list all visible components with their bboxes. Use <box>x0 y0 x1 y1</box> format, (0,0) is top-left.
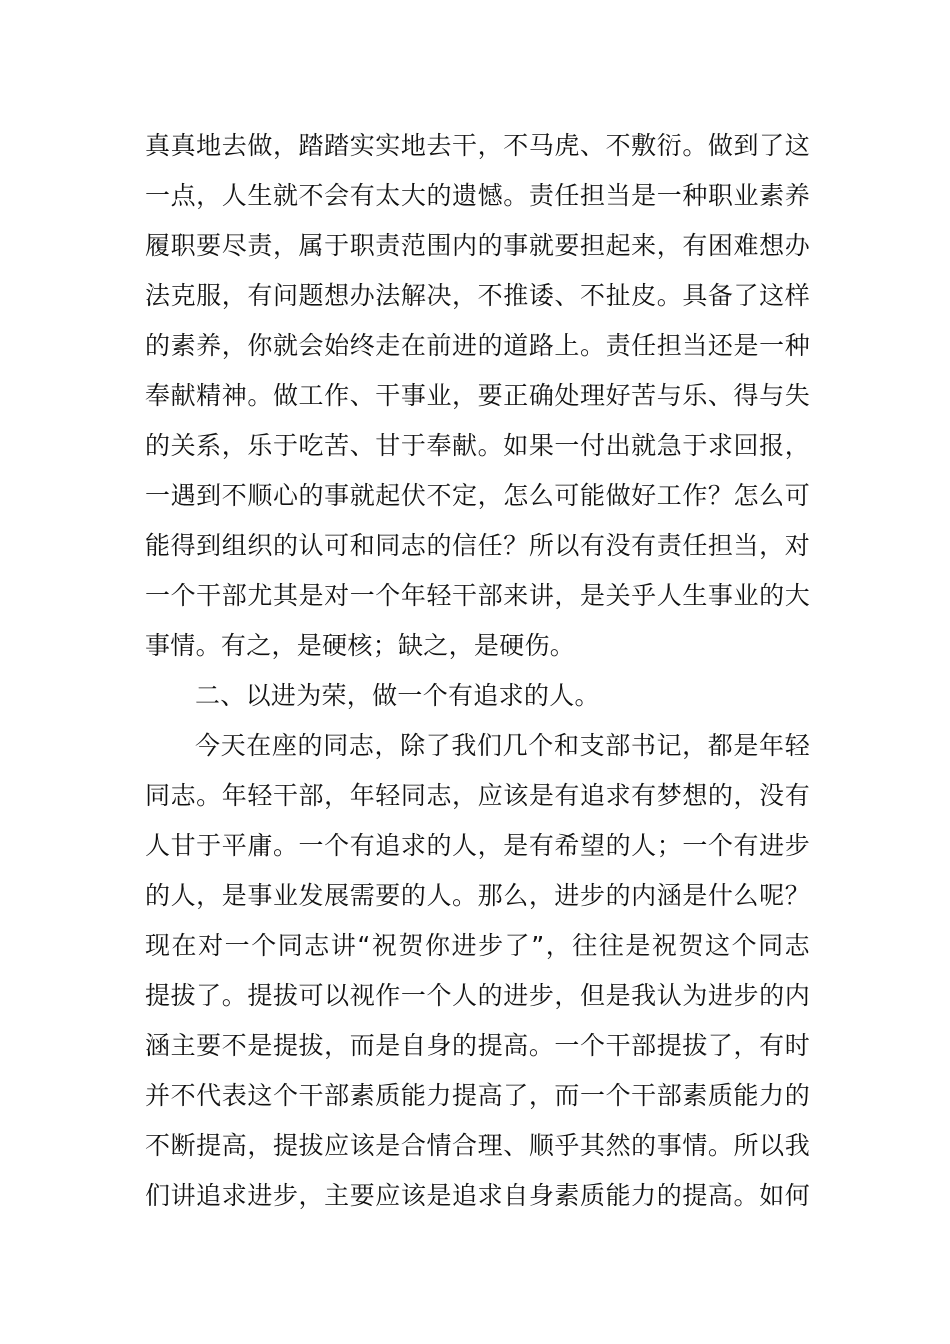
paragraph-end-line: 事情。有之，是硬核；缺之，是硬伤。 <box>145 631 576 660</box>
text-line: 履职要尽责，属于职责范围内的事就要担起来，有困难想办 <box>145 231 810 260</box>
text-line: 的关系，乐于吃苦、甘于奉献。如果一付出就急于求回报， <box>145 431 810 460</box>
text-line: 涵主要不是提拔，而是自身的提高。一个干部提拔了，有时 <box>145 1031 810 1060</box>
text-line: 的素养，你就会始终走在前进的道路上。责任担当还是一种 <box>145 331 810 360</box>
text-line: 同志。年轻干部，年轻同志，应该是有追求有梦想的，没有 <box>145 781 810 810</box>
text-line: 能得到组织的认可和同志的信任？所以有没有责任担当，对 <box>145 531 810 560</box>
text-line: 一个干部尤其是对一个年轻干部来讲，是关乎人生事业的大 <box>145 581 810 610</box>
section-heading: 二、以进为荣，做一个有追求的人。 <box>195 681 600 710</box>
text-line: 的人，是事业发展需要的人。那么，进步的内涵是什么呢？ <box>145 881 810 910</box>
text-line: 们讲追求进步，主要应该是追求自身素质能力的提高。如何 <box>145 1181 810 1210</box>
text-line: 不断提高，提拔应该是合情合理、顺乎其然的事情。所以我 <box>145 1131 810 1160</box>
text-line: 法克服，有问题想办法解决，不推诿、不扯皮。具备了这样 <box>145 281 810 310</box>
text-line: 提拔了。提拔可以视作一个人的进步，但是我认为进步的内 <box>145 981 810 1010</box>
text-line: 人甘于平庸。一个有追求的人，是有希望的人；一个有进步 <box>145 831 810 860</box>
text-line: 并不代表这个干部素质能力提高了，而一个干部素质能力的 <box>145 1081 810 1110</box>
text-line: 一遇到不顺心的事就起伏不定，怎么可能做好工作？怎么可 <box>145 481 810 510</box>
text-line: 现在对一个同志讲“祝贺你进步了”，往往是祝贺这个同志 <box>145 931 810 960</box>
text-line: 真真地去做，踏踏实实地去干，不马虎、不敷衍。做到了这 <box>145 131 810 160</box>
text-line: 奉献精神。做工作、干事业，要正确处理好苦与乐、得与失 <box>145 381 810 410</box>
text-line: 一点，人生就不会有太大的遗憾。责任担当是一种职业素养 <box>145 181 810 210</box>
body-text <box>145 121 810 1221</box>
paragraph-first-line: 今天在座的同志，除了我们几个和支部书记，都是年轻 <box>195 731 810 760</box>
